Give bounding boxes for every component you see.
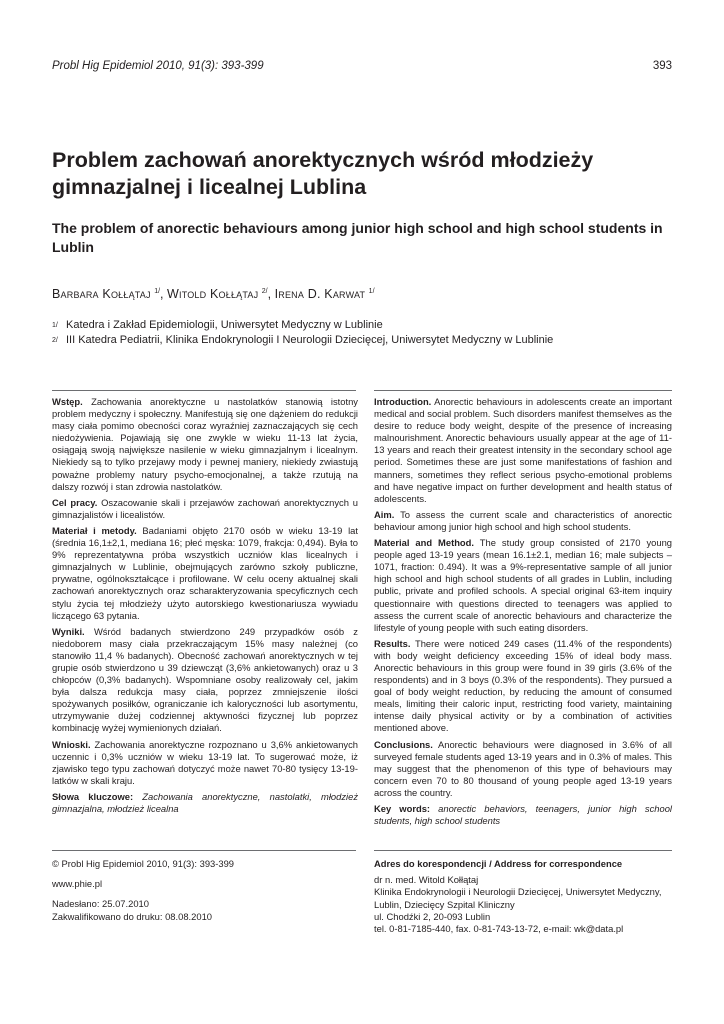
abstract-section (52, 626, 358, 735)
author-name: Irena D. Karwat (274, 287, 366, 301)
title-english: The problem of anorectic behaviours among junior high school and high school students in Lublin (52, 220, 663, 255)
page-number: 393 (652, 60, 672, 72)
author-list: Barbara Kołłątaj $^{1/}$, Witold Kołłątaj $^{2/}$, Irena D. Karwat $^{1/}$ (52, 287, 375, 301)
footer-divider-right (374, 850, 672, 851)
title-polish: Problem zachowań anorektycznych wśród młodzieży gimnazjalnej i licealnej Lublina (52, 148, 594, 199)
abstract-divider-left (52, 390, 356, 391)
abstract-section (374, 509, 672, 533)
keywords-text: Zachowania anorektyczne, nastolatki, młodzież gimnazjalna, młodzież licealna (52, 790, 359, 814)
section-label: Aim. (374, 508, 395, 520)
website-link[interactable]: www.phie.pl (52, 878, 103, 890)
abstract-section (52, 739, 358, 787)
affiliation-item (52, 318, 672, 333)
section-text: Wśród badanych stwierdzono 249 przypadków osób z niedoborem masy ciała przekraczającym 15% masy należnej (co stanowiło 11,4 % badanych). Obecność zachowań anorektycznych w tej grupie osób stwierdzono u 39 dziewcząt (3,6% ankietowanych) oraz u 3 chłopców (0,3% badanych). Wspomniane osoby realizowały cel, jakim była dalsza redukcja masy ciała, poprzez zmniejszenie ilości spożywanych posiłków, ograniczanie ich kaloryczności lub asortymentu, utrzymywanie dużej codziennej aktywności fizycznej lub poprzez kombinację wyżej wymienionych działań. (52, 625, 358, 734)
abstract-divider-right (374, 390, 672, 391)
section-label: Wnioski. (52, 738, 91, 750)
copyright: © Probl Hig Epidemiol 2010, 91(3): 393-399 (52, 858, 235, 869)
footer-divider-left (52, 850, 356, 851)
author-affiliation-mark: 1/ (368, 288, 375, 295)
affiliation-text: III Katedra Pediatrii, Klinika Endokrynologii I Neurologii Dziecięcej, Uniwersytet Medyczny w Lublinie (66, 334, 554, 346)
section-text: To assess the current scale and characteristics of anorectic behaviour among junior high school and high school students. (374, 508, 672, 532)
journal-citation: Probl Hig Epidemiol 2010, 91(3): 393-399 (52, 60, 264, 72)
author-name: Barbara Kołłątaj (52, 287, 151, 301)
accepted-date: Zakwalifikowano do druku: 08.08.2010 (52, 910, 212, 922)
contact-line: tel. 0-81-7185-440, fax. 0-81-743-13-72, e-mail: wk@data.pl (374, 923, 624, 935)
section-text: Oszacowanie skali i przejawów zachowań anorektycznych u gimnazjalistów i licealistów. (52, 496, 358, 520)
affiliation-text: Katedra i Zakład Epidemiologii, Uniwersytet Medyczny w Lublinie (66, 319, 383, 331)
keywords-label: Słowa kluczowe: (52, 790, 134, 802)
section-text: Badaniami objęto 2170 osób w wieku 13-19 lat (średnia 16,1±2,1, mediana 16; płeć męska: 1079, frakcja: 0,494). Była to 9% reprezentatywna próba wszystkich uczniów klas licealnych i gimnazjalnych w Lublinie, obejmujących zarówno szkoły publiczne, prywatne, ogólnokształcące i profilowane. W celu oceny aktualnej skali zachowań anorektycznych oraz scharakteryzowania specyficznych cech stylu życia tej młodzieży użyto autorskiego kwestionariusza wywiadu liczącego 63 pytania. (52, 524, 358, 621)
section-label: Wstęp. (52, 396, 83, 407)
section-label: Introduction. (374, 396, 432, 407)
affiliation-item (52, 333, 672, 348)
abstract-english (374, 396, 672, 831)
section-text: Zachowania anorektyczne u nastolatków stanowią istotny problem medyczny i społeczny. Manifestują się one dążeniem do redukcji masy ciała pomimo obecności coraz wyraźniej zaznaczających się cech niedożywienia. Pojawiają się one zwykle w wieku 11-13 lat życia, osiągają swoją największe nasilenie w wieku gimnazjalnym i licealnym. Niekiedy są to tylko przejawy mody i pewnej maniery, niekiedy zwiastują poważne problemy natury psycho-emocjonalnej, a także rzutują na dalszy rozwój i stan zdrowia nastolatków. (52, 396, 358, 492)
address-line: dr n. med. Witold Kołłątaj (374, 874, 479, 886)
address-line: Lublin, Dziecięcy Szpital Kliniczny (374, 898, 515, 910)
keywords-text: anorectic behaviors, teenagers, junior high school students, high school students (374, 803, 672, 827)
keywords (52, 791, 358, 815)
section-label: Cel pracy. (52, 496, 98, 508)
section-label: Results. (374, 637, 411, 649)
author-affiliation-mark: 1/ (154, 288, 161, 295)
section-text: Zachowania anorektyczne rozpoznano u 3,6% ankietowanych uczennic i 0,3% uczniów w wieku 13-19 lat. To sugerować może, iż zjawisko tego typu zachowań dotyczyć może nawet 70-80 tysięcy 13-19-latków w skali kraju. (52, 738, 359, 786)
section-label: Material and Method. (374, 537, 474, 549)
abstract-section (52, 525, 358, 622)
section-text: Anorectic behaviours in adolescents create an important medical and social problem. Such disorders manifest themselves as the desire to reduce body weight, despite of the presence of increasing malnourishment. Anorectic behaviours usually appear at the age of 11-13 years and reach their greatest intensity in the secondary school age period. Sometimes these are just some manifestations of fashion and manners, sometimes they reflect serious psycho-emotional problems and have negative impact on further development and health status of adolescents. (374, 396, 672, 504)
correspondence-title: Adres do korespondencji / Address for correspondence (374, 858, 623, 869)
section-text: Anorectic behaviours were diagnosed in 3.6% of all surveyed female students aged 13-19 years and in 0.3% of males. This may suggest that the phenomenon of this type of behaviours may concern even 70 to 80 thousand of young people aged 13-19 years across the country. (374, 738, 672, 798)
author-name: Witold Kołłątaj (167, 287, 259, 301)
section-label: Wyniki. (52, 625, 85, 637)
affiliation-mark: 2/ (52, 337, 58, 344)
abstract-section (52, 396, 358, 493)
received-date: Nadesłano: 25.07.2010 (52, 898, 149, 910)
abstract-section (374, 396, 672, 505)
abstract-section (374, 537, 672, 634)
affiliations (52, 318, 672, 348)
abstract-section (374, 638, 672, 735)
correspondence-address (374, 858, 672, 935)
section-text: There were noticed 249 cases (11.4% of the respondents) with body weight deficiency exceeding 15% of ideal body mass. Anorectic behaviours in this group were found in 39 girls (3.6% of the respondents) and in 3 boys (0.3% of the respondents). They pursued a goal of body weight reduction, by reducing the amount of consumed meals, limiting their caloric input, restricting food variety, maintaining intense daily physical activity or by a combination of activities mentioned above. (374, 637, 673, 734)
author-affiliation-mark: 2/ (261, 288, 268, 295)
keywords (374, 803, 672, 827)
section-label: Materiał i metody. (52, 524, 137, 536)
affiliation-mark: 1/ (52, 322, 58, 329)
address-line: ul. Chodźki 2, 20-093 Lublin (374, 910, 491, 922)
publication-info (52, 858, 352, 923)
section-label: Conclusions. (374, 738, 433, 750)
abstract-polish (52, 396, 358, 819)
section-text: The study group consisted of 2170 young people aged 13-19 years (mean 16.1±2.1, median 16; male subjects – 1071, fraction: 0.494). It was a 9%-representative sample of all junior high school and high school students of all grades in Lublin, including public, private and profiled schools. A special original 63-item inquiry questionnaire with questions directed to teenagers was applied to assess the current scale of anorectic behaviours and characterize the lifestyle of young people with such eating disorders. (374, 537, 672, 633)
running-header (52, 60, 672, 72)
address-line: Klinika Endokrynologii i Neurologii Dziecięcej, Uniwersytet Medyczny, (374, 886, 662, 898)
abstract-section (52, 497, 358, 521)
keywords-label: Key words: (374, 803, 431, 814)
abstract-section (374, 739, 672, 799)
